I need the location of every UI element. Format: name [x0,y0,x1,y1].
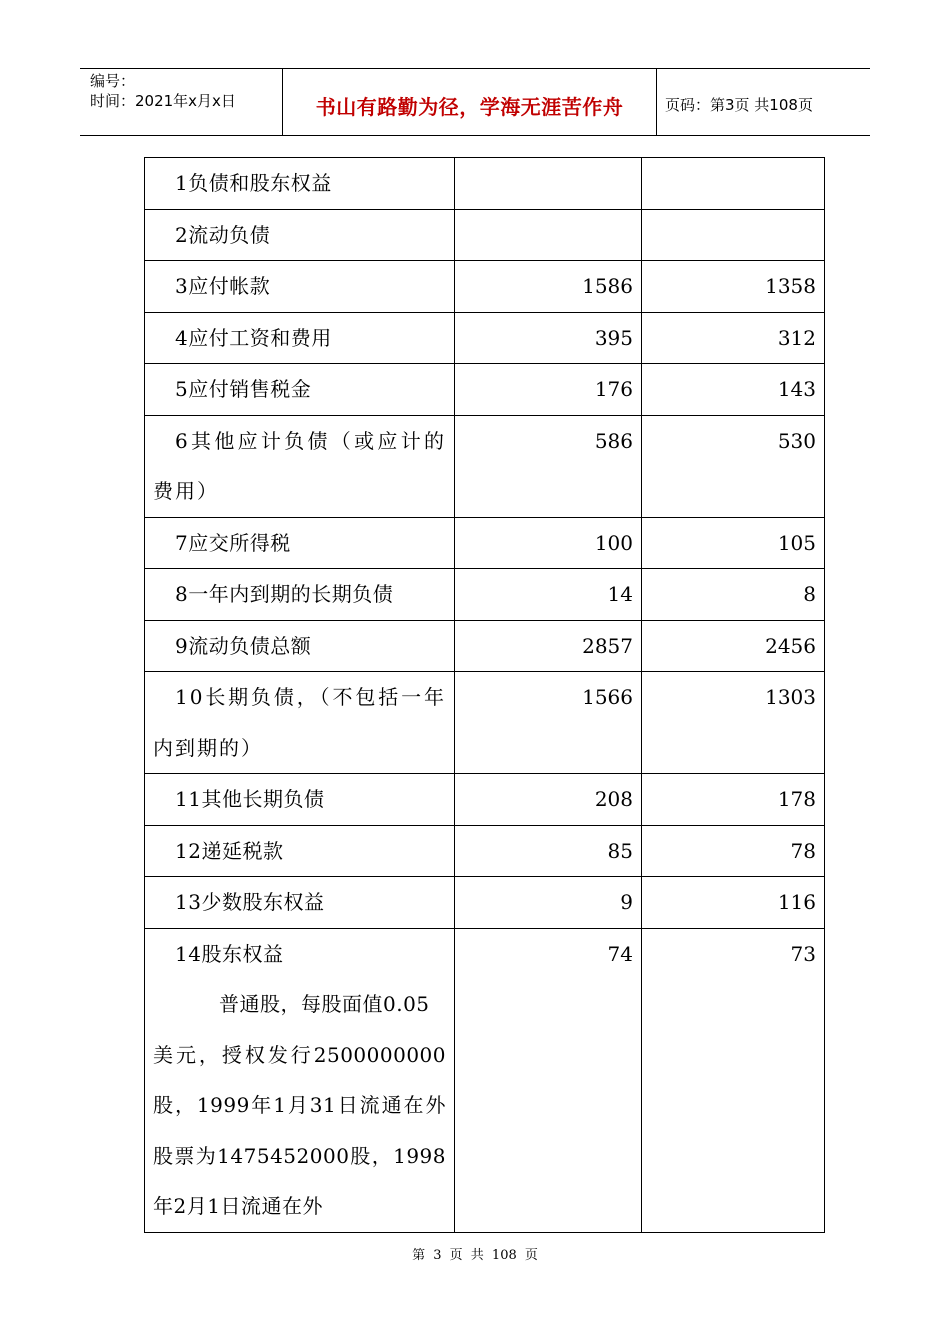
value-cell: 9 [455,877,642,929]
table-row [145,620,825,672]
value-cell [642,209,825,261]
value-cell: 395 [455,312,642,364]
table-row [145,774,825,826]
table-row [145,415,825,517]
row-label: 10长期负债，（不包括一年内到期的） [145,672,455,774]
table-row [145,261,825,313]
value-cell: 14 [455,569,642,621]
equity-note-first-line: 普通股，每股面值0.05 [219,992,430,1016]
row-label: 3应付帐款 [145,261,455,313]
value-cell: 73 [642,928,825,1232]
row-label: 14股东权益 [175,941,284,966]
value-cell: 116 [642,877,825,929]
header-motto: 书山有路勤为径，学海无涯苦作舟 [315,95,624,119]
value-cell: 586 [455,415,642,517]
row-label: 8一年内到期的长期负债 [145,569,455,621]
row-label: 9流动负债总额 [145,620,455,672]
value-cell: 100 [455,517,642,569]
value-cell: 176 [455,364,642,416]
table-row [145,928,825,1232]
table-row [145,569,825,621]
table-row [145,877,825,929]
table-row [145,672,825,774]
table-row [145,825,825,877]
header-divider [656,69,657,135]
table-row [145,364,825,416]
value-cell: 105 [642,517,825,569]
value-cell: 2857 [455,620,642,672]
value-cell: 74 [455,928,642,1232]
value-cell [455,158,642,210]
value-cell: 178 [642,774,825,826]
row-label-with-note [145,928,455,1232]
value-cell: 1566 [455,672,642,774]
balance-sheet-table [144,157,825,1233]
row-label: 6其他应计负债（或应计的费用） [145,415,455,517]
row-label: 11其他长期负债 [145,774,455,826]
page-header [80,68,870,136]
value-cell: 1358 [642,261,825,313]
equity-note [153,979,446,1232]
value-cell: 8 [642,569,825,621]
row-label: 5应付销售税金 [145,364,455,416]
table-row [145,158,825,210]
value-cell: 1586 [455,261,642,313]
value-cell [642,158,825,210]
table-row [145,209,825,261]
header-meta [90,71,236,111]
row-label: 12递延税款 [145,825,455,877]
value-cell [455,209,642,261]
date-label: 时间：2021年x月x日 [90,92,236,110]
value-cell: 78 [642,825,825,877]
value-cell: 2456 [642,620,825,672]
value-cell: 208 [455,774,642,826]
value-cell: 312 [642,312,825,364]
value-cell: 143 [642,364,825,416]
row-label: 1负债和股东权益 [145,158,455,210]
page-footer: 第 3 页 共 108 页 [412,1248,538,1263]
table-row [145,517,825,569]
header-page-info: 页码：第3页 共108页 [665,96,813,114]
value-cell: 1303 [642,672,825,774]
row-label: 13少数股东权益 [145,877,455,929]
row-label: 4应付工资和费用 [145,312,455,364]
table-row [145,312,825,364]
equity-note-text: 美元，授权发行2500000000股，1999年1月31日流通在外股票为1475452000股，1998年2月1日流通在外 [153,1042,446,1218]
row-label: 7应交所得税 [145,517,455,569]
row-label: 2流动负债 [145,209,455,261]
value-cell: 530 [642,415,825,517]
serial-label: 编号： [90,72,136,90]
value-cell: 85 [455,825,642,877]
